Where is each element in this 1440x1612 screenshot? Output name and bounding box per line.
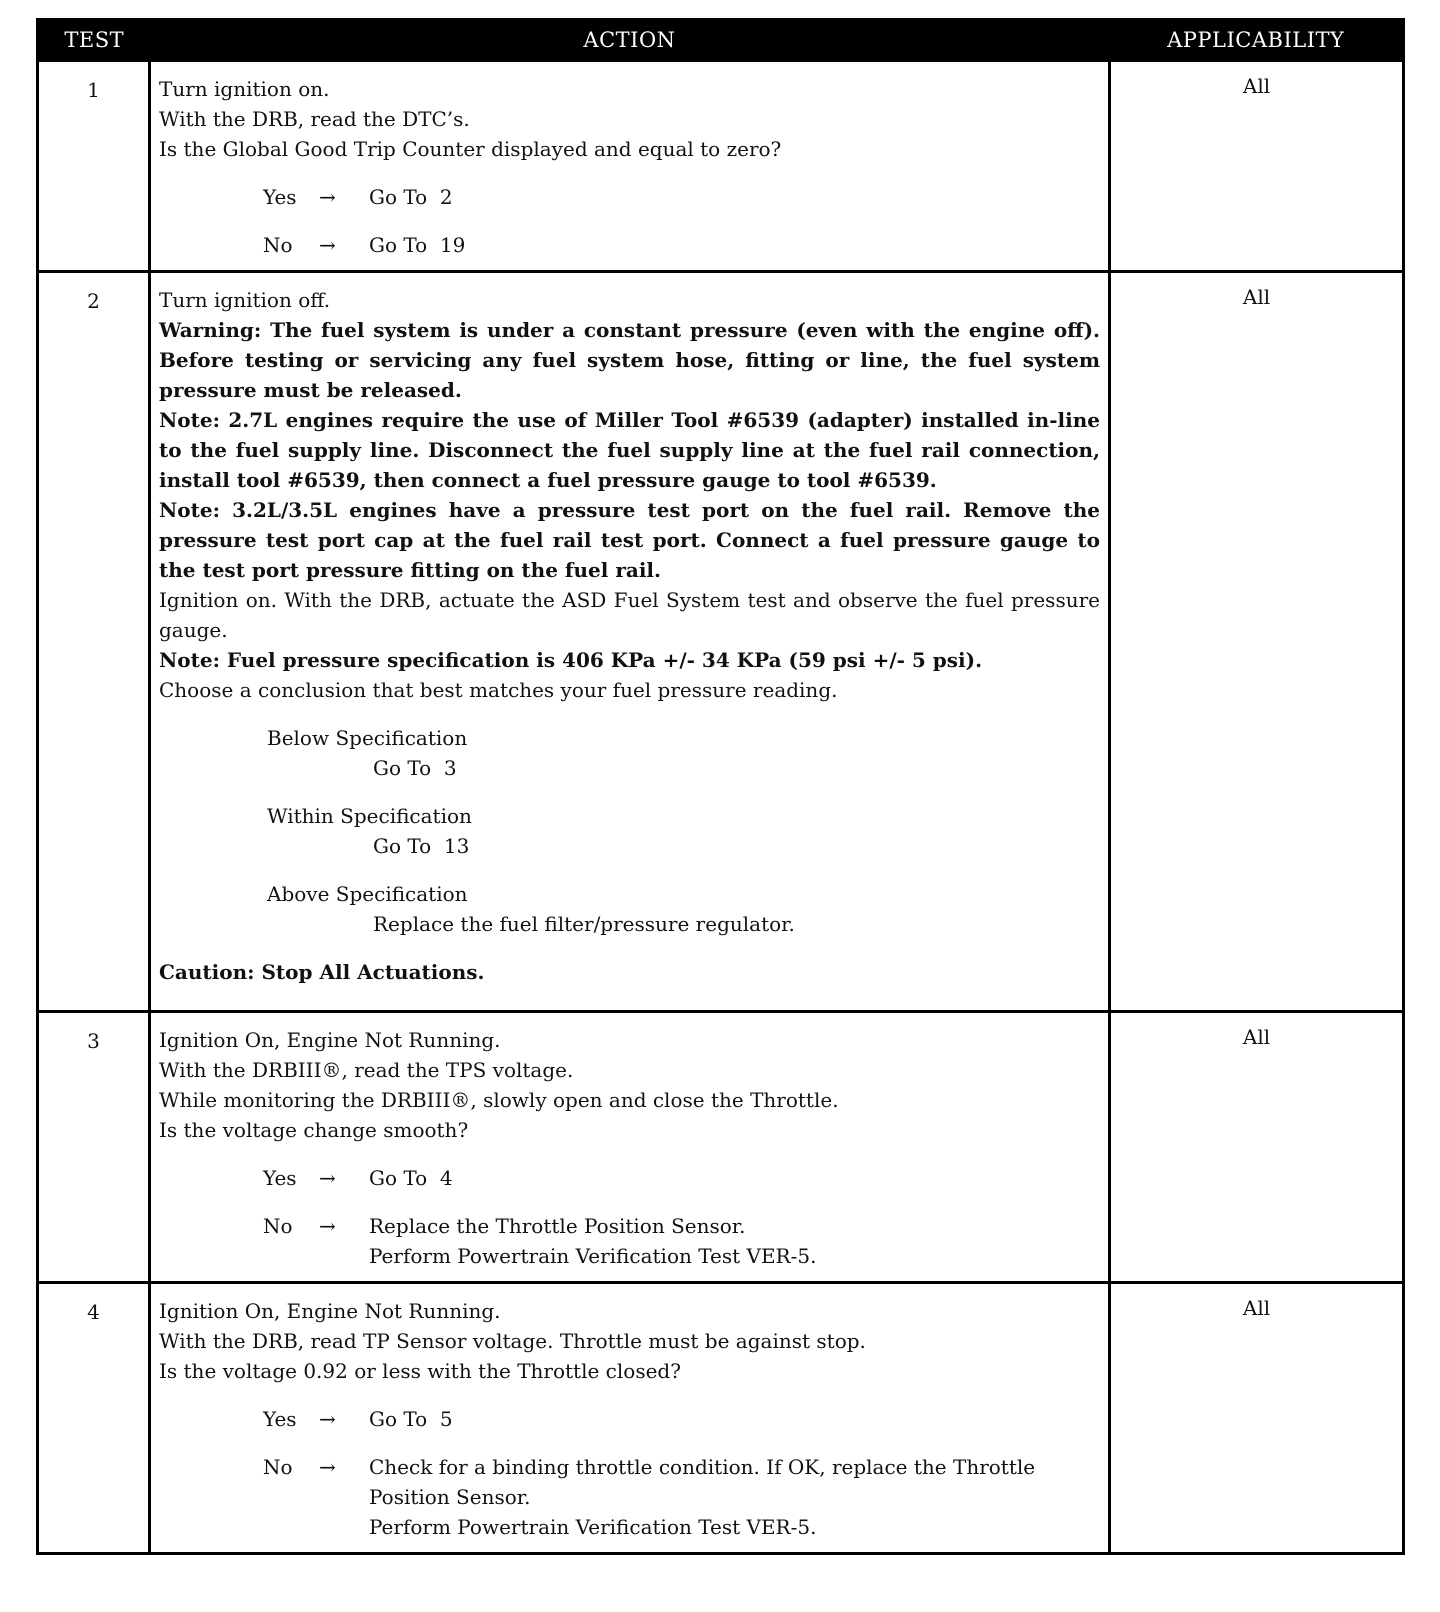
caution-text: Caution: Stop All Actuations. (159, 960, 485, 984)
action-line: Ignition On, Engine Not Running. (159, 1299, 501, 1323)
action-line: Choose a conclusion that best matches your fuel pressure reading. (159, 678, 838, 702)
header-action: ACTION (150, 20, 1110, 61)
action-line: Is the voltage change smooth? (159, 1118, 469, 1142)
action-cell (150, 272, 1110, 1012)
option-result: Go To 5 (369, 1407, 453, 1431)
header-applicability: APPLICABILITY (1110, 20, 1404, 61)
option-result: Go To 4 (369, 1166, 453, 1190)
test-number: 2 (38, 272, 150, 1012)
note-text: Note: 2.7L engines require the use of Miller Tool #6539 (adapter) installed in-line to the fuel supply line. Disconnect the fuel supply line at the fuel rail connection, install tool #6539, then connect a fuel pressure gauge to tool #6539. (159, 408, 1100, 492)
note-text: Note: 3.2L/3.5L engines have a pressure test port on the fuel rail. Remove the pressure test port cap at the fuel rail test port. Connect a fuel pressure gauge to the test port pressure fitting on the fuel rail. (159, 498, 1100, 582)
applicability-value: All (1110, 61, 1404, 272)
action-line: While monitoring the DRBIII®, slowly open and close the Throttle. (159, 1088, 839, 1112)
option-result: Perform Powertrain Verification Test VER-5. (369, 1244, 817, 1268)
test-number: 3 (38, 1012, 150, 1283)
table-row (38, 1012, 1404, 1283)
arrow-icon: → (319, 233, 336, 257)
option-result-group (369, 1452, 1100, 1542)
action-line: Ignition on. With the DRB, actuate the ASD Fuel System test and observe the fuel pressure gauge. (159, 588, 1100, 642)
arrow-icon: → (319, 1214, 336, 1238)
option-result: Replace the Throttle Position Sensor. (369, 1214, 746, 1238)
option-result: Check for a binding throttle condition. If OK, replace the Throttle Position Sensor. (369, 1455, 1036, 1509)
conclusion-result: Replace the fuel filter/pressure regulator. (373, 912, 795, 936)
action-line: With the DRB, read TP Sensor voltage. Throttle must be against stop. (159, 1329, 866, 1353)
option-key: Yes (263, 185, 297, 209)
option-no (263, 230, 1100, 260)
conclusion-label: Below Specification (267, 726, 468, 750)
option-key: Yes (263, 1407, 297, 1431)
option-result: Go To 19 (369, 233, 466, 257)
option-yes (263, 1163, 1100, 1193)
action-line: Turn ignition off. (159, 288, 331, 312)
conclusion-label: Above Specification (267, 882, 468, 906)
table-header-row (38, 20, 1404, 61)
diagnostic-test-table (36, 18, 1405, 1555)
table-row (38, 1283, 1404, 1554)
option-no (263, 1452, 1100, 1542)
arrow-icon: → (319, 1455, 336, 1479)
conclusion-result: Go To 3 (373, 756, 457, 780)
table-row (38, 61, 1404, 272)
option-key: No (263, 1455, 293, 1479)
applicability-value: All (1110, 1012, 1404, 1283)
action-line: Ignition On, Engine Not Running. (159, 1028, 501, 1052)
conclusion-label: Within Specification (267, 804, 472, 828)
applicability-value: All (1110, 272, 1404, 1012)
option-key: No (263, 1214, 293, 1238)
diagnostic-table-page (36, 18, 1402, 1555)
action-line: With the DRBIII®, read the TPS voltage. (159, 1058, 574, 1082)
note-text: Note: Fuel pressure specification is 406 KPa +/- 34 KPa (59 psi +/- 5 psi). (159, 648, 983, 672)
arrow-icon: → (319, 1407, 336, 1431)
action-cell (150, 1012, 1110, 1283)
arrow-icon: → (319, 1166, 336, 1190)
action-line: Is the voltage 0.92 or less with the Throttle closed? (159, 1359, 681, 1383)
conclusion-result: Go To 13 (373, 834, 470, 858)
action-line: Turn ignition on. (159, 77, 330, 101)
table-row (38, 272, 1404, 1012)
test-number: 1 (38, 61, 150, 272)
option-result: Go To 2 (369, 185, 453, 209)
option-key: Yes (263, 1166, 297, 1190)
option-result: Perform Powertrain Verification Test VER-5. (369, 1515, 817, 1539)
test-number: 4 (38, 1283, 150, 1554)
option-key: No (263, 233, 293, 257)
arrow-icon: → (319, 185, 336, 209)
action-cell (150, 61, 1110, 272)
warning-text: Warning: The fuel system is under a constant pressure (even with the engine off). Before testing or servicing any fuel system hose, fitting or line, the fuel system pressure must be released. (159, 318, 1100, 402)
action-cell (150, 1283, 1110, 1554)
applicability-value: All (1110, 1283, 1404, 1554)
action-line: Is the Global Good Trip Counter displayed and equal to zero? (159, 137, 782, 161)
option-no (263, 1211, 1100, 1271)
header-test: TEST (38, 20, 150, 61)
option-yes (263, 182, 1100, 212)
option-yes (263, 1404, 1100, 1434)
option-result-group (369, 1211, 1100, 1271)
action-line: With the DRB, read the DTC’s. (159, 107, 470, 131)
